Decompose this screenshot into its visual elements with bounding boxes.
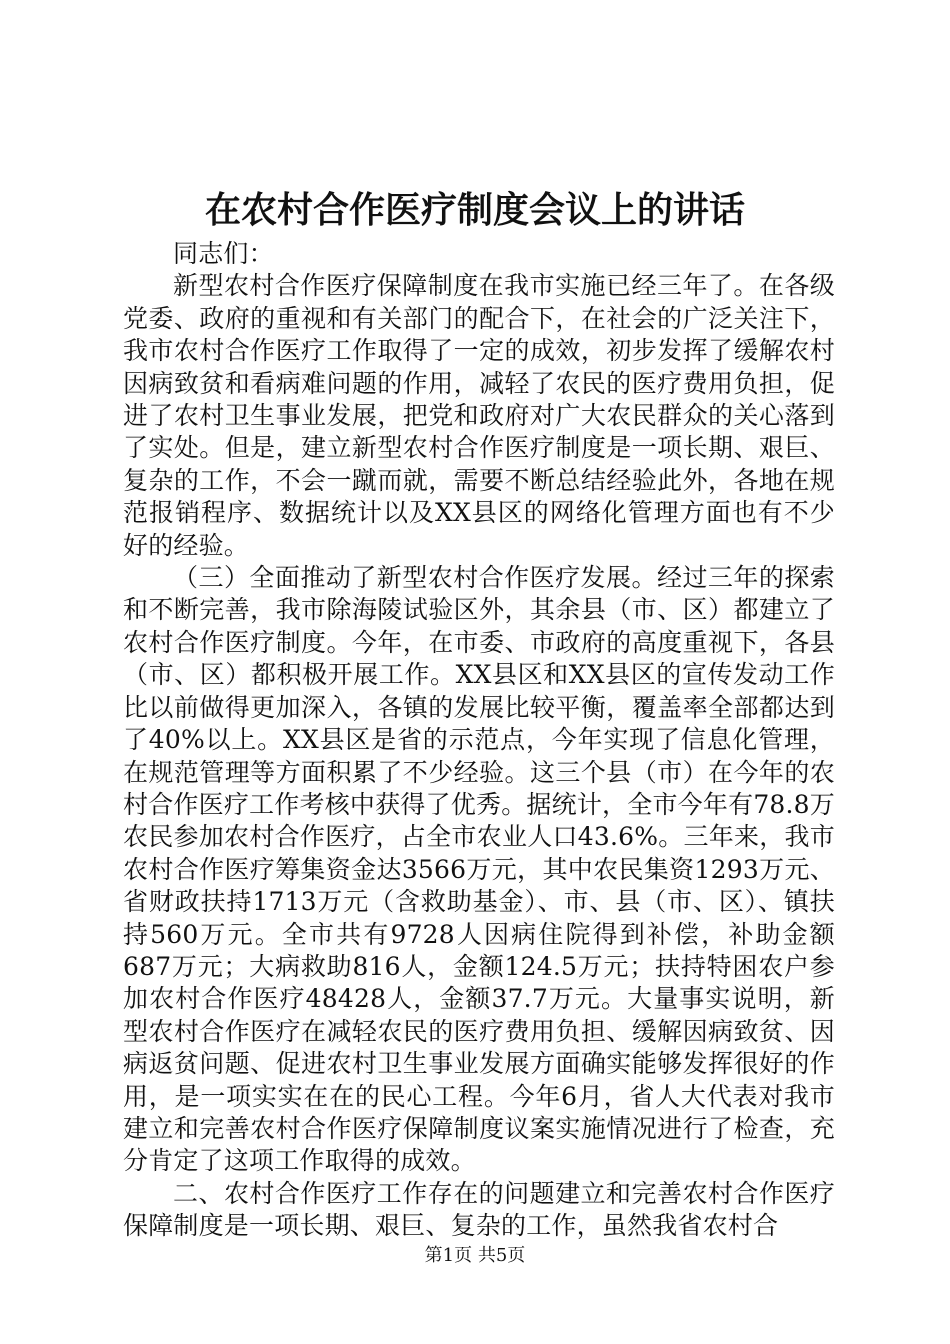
salutation: 同志们： (173, 239, 274, 268)
page-number-footer: 第1页 共5页 (424, 1245, 526, 1266)
document-title: 在农村合作医疗制度会议上的讲话 (204, 189, 745, 231)
body-paragraph: 二、农村合作医疗工作存在的问题建立和完善农村合作医疗保障制度是一项长期、艰巨、复杂的工作，虽然我省农村合 (123, 1178, 835, 1241)
document-body (123, 238, 835, 1243)
body-paragraph: 新型农村合作医疗保障制度在我市实施已经三年了。在各级党委、政府的重视和有关部门的配合下，在社会的广泛关注下，我市农村合作医疗工作取得了一定的成效，初步发挥了缓解农村因病致贫和看病难问题的作用，减轻了农民的医疗费用负担，促进了农村卫生事业发展，把党和政府对广大农民群众的关心落到了实处。但是，建立新型农村合作医疗制度是一项长期、艰巨、复杂的工作，不会一蹴而就，需要不断总结经验此外，各地在规范报销程序、数据统计以及XX县区的网络化管理方面也有不少好的经验。 (123, 271, 835, 560)
body-paragraph: （三）全面推动了新型农村合作医疗发展。经过三年的探索和不断完善，我市除海陵试验区外，其余县（市、区）都建立了农村合作医疗制度。今年，在市委、市政府的高度重视下，各县（市、区）都积极开展工作。XX县区和XX县区的宣传发动工作比以前做得更加深入，各镇的发展比较平衡，覆盖率全部都达到了40%以上。XX县区是省的示范点，今年实现了信息化管理，在规范管理等方面积累了不少经验。这三个县（市）在今年的农村合作医疗工作考核中获得了优秀。据统计，全市今年有78.8万农民参加农村合作医疗，占全市农业人口43.6%。三年来，我市农村合作医疗筹集资金达3566万元，其中农民集资1293万元、省财政扶持1713万元（含救助基金）、市、县（市、区）、镇扶持560万元。全市共有9728人因病住院得到补偿，补助金额687万元；大病救助816人，金额124.5万元；扶持特困农户参加农村合作医疗48428人，金额37.7万元。大量事实说明，新型农村合作医疗在减轻农民的医疗费用负担、缓解因病致贫、因病返贫问题、促进农村卫生事业发展方面确实能够发挥很好的作用，是一项实实在在的民心工程。今年6月，省人大代表对我市建立和完善农村合作医疗保障制度议案实施情况进行了检查，充分肯定了这项工作取得的成效。 (123, 563, 835, 1176)
